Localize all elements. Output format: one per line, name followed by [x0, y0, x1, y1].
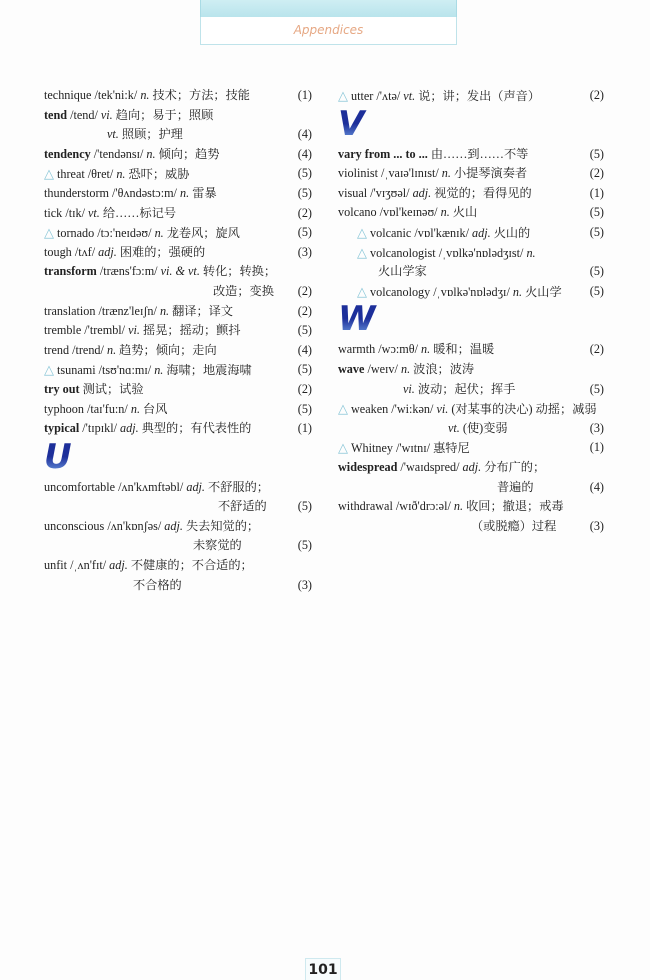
- meaning: 不舒适的: [218, 499, 267, 514]
- entry-line: [44, 400, 316, 420]
- entry-line: [44, 556, 316, 576]
- meaning: 不舒服的；: [208, 479, 269, 494]
- entry-line: [338, 340, 608, 360]
- phonetic: /tɪk/: [65, 205, 85, 220]
- headword: threat: [57, 167, 85, 182]
- glossary-entry: [338, 360, 608, 399]
- unit-number: (4): [297, 127, 312, 142]
- glossary-entry: [44, 341, 316, 361]
- triangle-marker-icon: △: [338, 401, 348, 417]
- glossary-entry: [338, 223, 608, 243]
- phonetic: /'vɪʒʊəl/: [370, 185, 410, 200]
- phonetic: /taɪ'fu:n/: [87, 401, 128, 416]
- entry-line: [44, 262, 316, 282]
- headword: translation: [44, 303, 96, 318]
- part-of-speech: n.: [106, 342, 117, 357]
- glossary-entry: [338, 399, 608, 438]
- meaning: 技术；方法；技能: [152, 88, 250, 102]
- part-of-speech: vt.: [88, 205, 100, 220]
- phonetic: /tʌf/: [74, 244, 96, 259]
- glossary-entry: [338, 282, 608, 302]
- unit-number: (1): [589, 185, 604, 200]
- part-of-speech: n.: [146, 146, 156, 161]
- phonetic: /wɔ:mθ/: [378, 342, 418, 357]
- part-of-speech: vi.: [128, 323, 140, 338]
- entry-line: [44, 478, 316, 498]
- meaning: 小提琴演奏者: [453, 166, 528, 181]
- meaning: 波浪；波涛: [413, 361, 475, 376]
- glossary-entry: [44, 400, 316, 420]
- meaning: 转化；转换；: [202, 264, 277, 279]
- meaning: 不合格的: [133, 577, 182, 592]
- glossary-entry: [44, 419, 316, 439]
- part-of-speech: adj.: [109, 558, 128, 573]
- phonetic: /'tɪpɪkl/: [82, 421, 117, 436]
- phonetic: /ˌvɒlkə'nɒlədʒɪst/: [438, 245, 524, 260]
- entry-line: [338, 497, 608, 517]
- phonetic: /'waɪdspred/: [400, 459, 460, 474]
- meaning: 翻译；译文: [172, 303, 234, 318]
- glossary-entry: [44, 86, 316, 106]
- meaning: 趋向；易于；照顾: [115, 107, 214, 122]
- glossary-entry: [338, 340, 608, 360]
- glossary-entry: [44, 262, 316, 301]
- unit-number: (5): [297, 185, 312, 200]
- entry-line: [338, 145, 608, 165]
- entry-line: [44, 204, 316, 224]
- meaning: 改造；变换: [213, 283, 274, 298]
- unit-number: (2): [589, 342, 604, 357]
- unit-number: (2): [589, 88, 604, 102]
- glossary-entry: [338, 458, 608, 497]
- part-of-speech: adj.: [98, 244, 117, 259]
- triangle-marker-icon: △: [44, 362, 54, 378]
- unit-number: (5): [589, 381, 604, 396]
- glossary-entry: [44, 204, 316, 224]
- meaning: 雷暴: [192, 185, 217, 200]
- entry-line: [44, 106, 316, 126]
- triangle-marker-icon: △: [338, 440, 348, 456]
- entry-line: [44, 517, 316, 537]
- unit-number: (5): [297, 166, 312, 181]
- meaning: 视觉的；看得见的: [434, 185, 532, 200]
- phonetic: /ʌn'kɒnʃəs/: [107, 518, 162, 533]
- unit-number: (4): [589, 479, 604, 494]
- headword: tough: [44, 244, 72, 259]
- entry-line: [44, 360, 316, 380]
- unit-number: (5): [297, 401, 312, 416]
- unit-number: (5): [297, 362, 312, 377]
- entry-line: [44, 341, 316, 361]
- headword: volcanic: [370, 225, 412, 240]
- headword: tend: [44, 107, 68, 122]
- section-letter: U: [44, 439, 316, 478]
- triangle-marker-icon: △: [338, 88, 348, 103]
- part-of-speech: n.: [440, 205, 450, 220]
- unit-number: (5): [297, 499, 312, 514]
- unit-number: (2): [297, 283, 312, 298]
- phonetic: /weɪv/: [367, 361, 398, 376]
- unit-number: (3): [589, 420, 604, 435]
- unit-number: (1): [297, 421, 312, 436]
- meaning: 由……到……不等: [430, 146, 529, 161]
- part-of-speech: vi.: [100, 107, 113, 122]
- glossary-entry: [44, 223, 316, 243]
- header-box: [200, 17, 457, 45]
- meaning: 分布广的；: [484, 459, 546, 474]
- unit-number: (2): [297, 303, 312, 318]
- unit-number: (5): [589, 283, 604, 298]
- headword: warmth: [338, 342, 376, 357]
- entry-line: [44, 419, 316, 439]
- entry-line: [338, 243, 608, 263]
- glossary-entry: [44, 321, 316, 341]
- unit-number: (2): [589, 166, 604, 181]
- entry-line: [44, 536, 316, 556]
- part-of-speech: adj.: [462, 459, 482, 474]
- part-of-speech: n.: [159, 303, 170, 318]
- headword: Whitney: [351, 441, 393, 456]
- entry-line: [338, 164, 608, 184]
- triangle-marker-icon: △: [357, 283, 367, 299]
- headword: tick: [44, 205, 63, 220]
- part-of-speech: vt.: [403, 89, 416, 103]
- meaning: 照顾；护理: [121, 127, 183, 142]
- entry-line: [338, 203, 608, 223]
- entry-line: [44, 302, 316, 322]
- phonetic: /tek'ni:k/: [94, 88, 138, 102]
- phonetic: /'wi:kən/: [391, 402, 434, 417]
- phonetic: /ˌvaɪə'lɪnɪst/: [381, 166, 439, 181]
- glossary-entry: [44, 556, 316, 595]
- headword: volcanology: [370, 284, 431, 299]
- meaning: 不健康的；不合适的；: [130, 558, 253, 573]
- entry-line: [44, 145, 316, 165]
- entry-line: [338, 517, 608, 537]
- glossary-entry: [44, 380, 316, 400]
- entry-line: [338, 282, 608, 302]
- phonetic: /vɒl'keɪnəʊ/: [379, 205, 438, 220]
- headword: trend: [44, 342, 70, 357]
- section-letter: W: [338, 301, 608, 340]
- glossary-entry: [338, 184, 608, 204]
- phonetic: /tɔ:'neɪdəʊ/: [97, 226, 152, 241]
- meaning: 给……标记号: [102, 205, 177, 220]
- glossary-entry: [44, 517, 316, 556]
- meaning: (使)变弱: [462, 420, 508, 435]
- meaning: 暖和；温暖: [433, 342, 495, 357]
- triangle-marker-icon: △: [357, 244, 367, 260]
- section-title: Appendices: [293, 23, 364, 37]
- part-of-speech: vt.: [448, 420, 460, 435]
- entry-line: [44, 86, 316, 106]
- headword: tremble: [44, 323, 82, 338]
- part-of-speech: n.: [154, 363, 164, 378]
- glossary-column-left: [44, 86, 316, 595]
- glossary-entry: [44, 478, 316, 517]
- meaning: 倾向；趋势: [158, 146, 220, 161]
- phonetic: /θret/: [87, 167, 114, 182]
- unit-number: (5): [589, 224, 604, 239]
- meaning: 未察觉的: [193, 538, 242, 553]
- unit-number: (5): [297, 538, 312, 553]
- phonetic: /trænz'leɪʃn/: [98, 303, 157, 318]
- glossary-entry: [338, 438, 608, 458]
- meaning: 恐吓；威胁: [128, 167, 190, 182]
- headword: volcano: [338, 205, 377, 220]
- headword: unconscious: [44, 518, 105, 533]
- glossary-column-right: [338, 86, 608, 536]
- meaning: (对某事的决心) 动摇；减弱: [451, 402, 597, 417]
- entry-line: [44, 243, 316, 263]
- entry-line: [44, 282, 316, 302]
- phonetic: /tend/: [70, 107, 98, 122]
- phonetic: /'wɪtnɪ/: [396, 441, 431, 456]
- phonetic: /ʌn'kʌmftəbl/: [118, 479, 184, 494]
- headword: try out: [44, 381, 80, 396]
- glossary-entry: [44, 164, 316, 184]
- part-of-speech: n.: [140, 88, 150, 102]
- glossary-entry: [44, 302, 316, 322]
- meaning: 说；讲；发出（声音）: [418, 89, 541, 103]
- part-of-speech: vi.: [403, 381, 415, 396]
- entry-line: [338, 262, 608, 282]
- entry-line: [44, 576, 316, 596]
- entry-line: [44, 497, 316, 517]
- part-of-speech: adj.: [472, 225, 491, 240]
- unit-number: (5): [589, 205, 604, 220]
- unit-number: (3): [589, 518, 604, 533]
- part-of-speech: adj.: [186, 479, 205, 494]
- headword: weaken: [351, 402, 389, 417]
- page-number: 101: [305, 958, 341, 980]
- entry-line: [338, 223, 608, 243]
- entry-line: [338, 380, 608, 400]
- meaning: 典型的；有代表性的: [141, 421, 252, 436]
- meaning: 火山的: [493, 225, 531, 240]
- headword: uncomfortable: [44, 479, 116, 494]
- part-of-speech: n.: [526, 245, 536, 260]
- headword: technique: [44, 88, 92, 102]
- phonetic: /træns'fɔ:m/: [99, 264, 158, 279]
- part-of-speech: adj.: [412, 185, 432, 200]
- entry-line: [338, 184, 608, 204]
- headword: utter: [351, 89, 374, 103]
- part-of-speech: vi.: [436, 402, 449, 417]
- meaning: 普遍的: [497, 479, 534, 494]
- part-of-speech: vi. & vt.: [160, 264, 200, 279]
- triangle-marker-icon: △: [44, 225, 54, 241]
- unit-number: (1): [297, 88, 312, 102]
- headword: typical: [44, 421, 80, 436]
- headword: tendency: [44, 146, 91, 161]
- meaning: 摇晃；摇动；颤抖: [143, 323, 241, 338]
- meaning: 波动；起伏；挥手: [417, 381, 516, 396]
- meaning: 困难的；强硬的: [119, 244, 206, 259]
- part-of-speech: n.: [400, 361, 411, 376]
- headword: vary from ... to ...: [338, 146, 428, 161]
- headword: volcanologist: [370, 245, 436, 260]
- unit-number: (2): [297, 381, 312, 396]
- part-of-speech: n.: [421, 342, 431, 357]
- meaning: 火山学: [525, 284, 562, 299]
- phonetic: /'trembl/: [84, 323, 126, 338]
- headword: tsunami: [57, 363, 96, 378]
- phonetic: /vɒl'kænɪk/: [414, 225, 469, 240]
- part-of-speech: n.: [512, 284, 523, 299]
- phonetic: /wɪð'drɔ:əl/: [395, 499, 451, 514]
- entry-line: [338, 458, 608, 478]
- part-of-speech: n.: [453, 499, 464, 514]
- glossary-entry: [338, 164, 608, 184]
- headword: violinist: [338, 166, 378, 181]
- glossary-entry: [44, 184, 316, 204]
- part-of-speech: n.: [154, 226, 164, 241]
- triangle-marker-icon: △: [357, 224, 367, 240]
- glossary-entry: [44, 243, 316, 263]
- glossary-entry: [338, 203, 608, 223]
- unit-number: (4): [297, 146, 312, 161]
- unit-number: (5): [589, 146, 604, 161]
- glossary-entry: [44, 360, 316, 380]
- entry-line: [44, 125, 316, 145]
- unit-number: (5): [297, 323, 312, 338]
- phonetic: /tsʊ'nɑ:mɪ/: [98, 363, 152, 378]
- meaning: 火山学家: [378, 264, 427, 279]
- headword: unfit: [44, 558, 68, 573]
- headword: withdrawal: [338, 499, 393, 514]
- entry-line: [44, 184, 316, 204]
- glossary-entry: [338, 243, 608, 282]
- section-letter: V: [338, 106, 608, 145]
- entry-line: [44, 164, 316, 184]
- glossary-entry: [338, 497, 608, 536]
- entry-line: [338, 86, 608, 106]
- part-of-speech: n.: [180, 185, 190, 200]
- meaning: 惠特尼: [433, 441, 470, 456]
- entry-line: [44, 223, 316, 243]
- unit-number: (5): [589, 264, 604, 279]
- headword: widespread: [338, 459, 398, 474]
- headword: wave: [338, 361, 365, 376]
- headword: transform: [44, 264, 97, 279]
- entry-line: [44, 380, 316, 400]
- glossary-entry: [338, 145, 608, 165]
- phonetic: /'ʌtə/: [376, 89, 401, 103]
- unit-number: (3): [297, 577, 312, 592]
- meaning: 测试；试验: [82, 381, 144, 396]
- unit-number: (1): [589, 440, 604, 455]
- entry-line: [338, 438, 608, 458]
- entry-line: [338, 360, 608, 380]
- entry-line: [44, 321, 316, 341]
- entry-line: [338, 419, 608, 439]
- meaning: 趋势；倾向；走向: [119, 342, 217, 357]
- glossary-entry: [44, 145, 316, 165]
- headword: thunderstorm: [44, 185, 109, 200]
- entry-line: [338, 399, 608, 419]
- triangle-marker-icon: △: [44, 166, 54, 182]
- meaning: 火山: [452, 205, 478, 220]
- phonetic: /ˌvɒlkə'nɒlədʒɪ/: [433, 284, 510, 299]
- meaning: 台风: [143, 401, 168, 416]
- glossary-entry: [338, 86, 608, 106]
- part-of-speech: adj.: [164, 518, 183, 533]
- meaning: 收回；撤退；戒毒: [466, 499, 564, 514]
- phonetic: /trend/: [72, 342, 104, 357]
- meaning: 海啸；地震海啸: [166, 363, 252, 378]
- phonetic: /'tendənsɪ/: [93, 146, 144, 161]
- phonetic: /ˌʌn'fɪt/: [70, 558, 107, 573]
- unit-number: (3): [297, 244, 312, 259]
- part-of-speech: adj.: [120, 421, 139, 436]
- part-of-speech: n.: [116, 167, 126, 182]
- header-banner: [200, 0, 457, 18]
- meaning: 龙卷风；旋风: [166, 226, 240, 241]
- glossary-entry: [44, 106, 316, 145]
- phonetic: /'θʌndəstɔ:m/: [112, 185, 177, 200]
- part-of-speech: n.: [130, 401, 140, 416]
- headword: typhoon: [44, 401, 84, 416]
- meaning: 失去知觉的；: [185, 518, 260, 533]
- part-of-speech: n.: [441, 166, 451, 181]
- unit-number: (5): [297, 225, 312, 240]
- unit-number: (4): [297, 342, 312, 357]
- unit-number: (2): [297, 205, 312, 220]
- part-of-speech: vt.: [107, 127, 119, 142]
- entry-line: [338, 478, 608, 498]
- meaning: （或脱瘾）过程: [471, 518, 557, 533]
- headword: tornado: [57, 226, 95, 241]
- headword: visual: [338, 185, 368, 200]
